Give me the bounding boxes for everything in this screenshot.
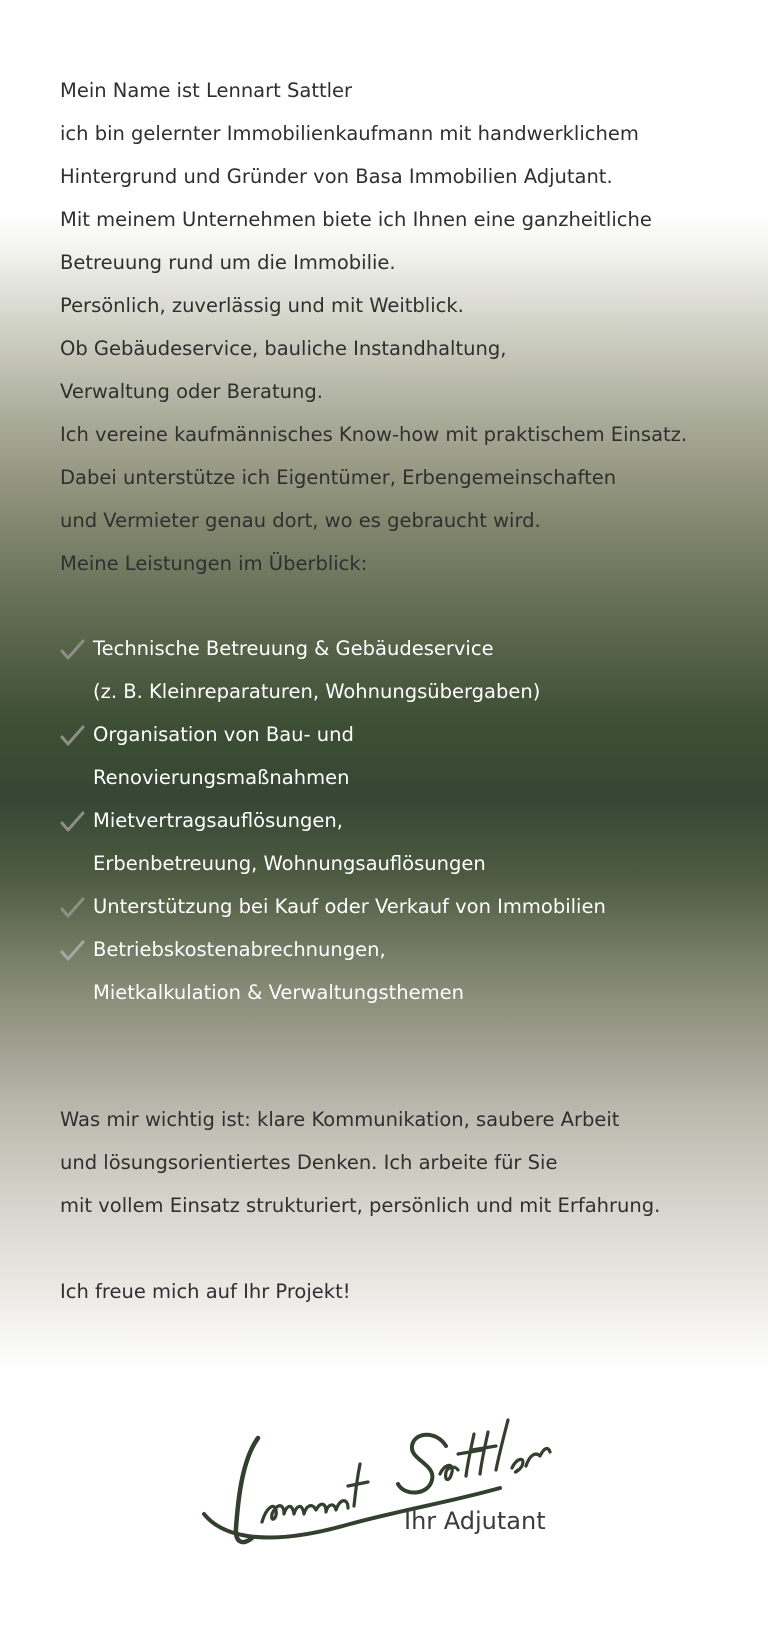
intro-line: Hintergrund und Gründer von Basa Immobilien Adjutant.: [60, 165, 613, 188]
services-heading: Meine Leistungen im Überblick:: [60, 552, 368, 575]
signature-logo: [200, 1410, 580, 1560]
checkmark-icon: [60, 896, 86, 920]
checkmark-icon: [60, 724, 86, 748]
service-item-detail: Mietkalkulation & Verwaltungsthemen: [93, 981, 464, 1004]
intro-line: Dabei unterstütze ich Eigentümer, Erbengemeinschaften: [60, 466, 617, 489]
intro-line: Ob Gebäudeservice, bauliche Instandhaltung,: [60, 337, 507, 360]
checkmark-icon: [60, 810, 86, 834]
service-item-title: Technische Betreuung & Gebäudeservice: [93, 637, 494, 660]
closing-line: Ich freue mich auf Ihr Projekt!: [60, 1280, 351, 1303]
intro-line: und Vermieter genau dort, wo es gebraucht wird.: [60, 509, 541, 532]
intro-line: Persönlich, zuverlässig und mit Weitblick.: [60, 294, 464, 317]
checkmark-icon: [60, 638, 86, 662]
intro-line: Mein Name ist Lennart Sattler: [60, 79, 353, 102]
service-item-title: Betriebskostenabrechnungen,: [93, 938, 386, 961]
intro-line: Mit meinem Unternehmen biete ich Ihnen eine ganzheitliche: [60, 208, 652, 231]
intro-line: ich bin gelernter Immobilienkaufmann mit handwerklichem: [60, 122, 639, 145]
outro-line: und lösungsorientiertes Denken. Ich arbeite für Sie: [60, 1151, 558, 1174]
signature-subtitle: Ihr Adjutant: [404, 1507, 546, 1535]
service-item-detail: Erbenbetreuung, Wohnungsauflösungen: [93, 852, 486, 875]
intro-line: Verwaltung oder Beratung.: [60, 380, 323, 403]
service-item-title: Unterstützung bei Kauf oder Verkauf von Immobilien: [93, 895, 606, 918]
checkmark-icon: [60, 939, 86, 963]
service-item-detail: (z. B. Kleinreparaturen, Wohnungsübergaben): [93, 680, 541, 703]
service-item-title: Mietvertragsauflösungen,: [93, 809, 343, 832]
service-item-detail: Renovierungsmaßnahmen: [93, 766, 350, 789]
intro-line: Ich vereine kaufmännisches Know-how mit praktischem Einsatz.: [60, 423, 688, 446]
outro-line: Was mir wichtig ist: klare Kommunikation, saubere Arbeit: [60, 1108, 620, 1131]
service-item-title: Organisation von Bau- und: [93, 723, 354, 746]
intro-line: Betreuung rund um die Immobilie.: [60, 251, 396, 274]
outro-line: mit vollem Einsatz strukturiert, persönlich und mit Erfahrung.: [60, 1194, 661, 1217]
